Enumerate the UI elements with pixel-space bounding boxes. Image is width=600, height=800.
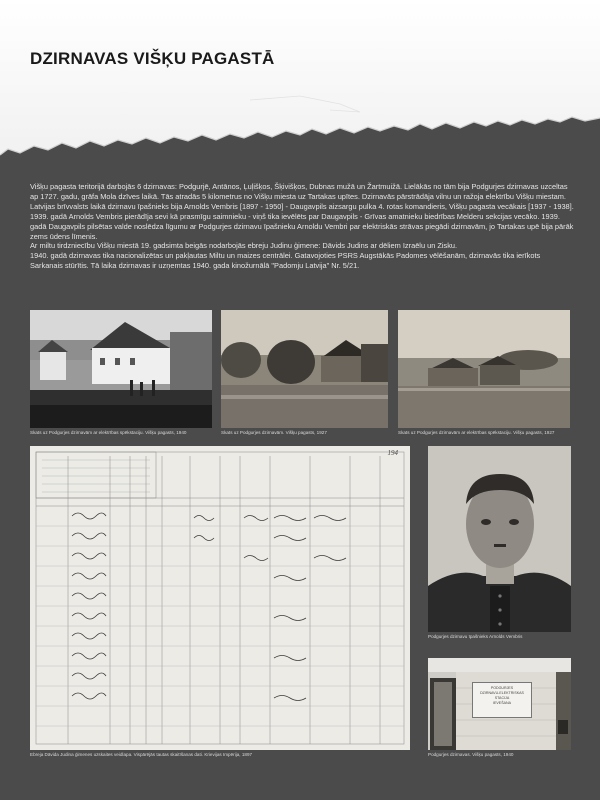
photo-mill-1927 [221, 310, 388, 428]
sign-line: PODGURJES [490, 686, 514, 690]
photo-caption: Podgurjes dzirnavas. Višķu pagasts, 1940 [428, 752, 514, 757]
photo-census-document [30, 446, 410, 750]
photo-sign [428, 658, 571, 750]
photo-caption: Podgurjes dzirnavu īpašnieks Arnolds Vembris [428, 634, 523, 639]
sign-board [472, 682, 532, 718]
page-title: DZIRNAVAS VIŠĶU PAGASTĀ [30, 49, 275, 68]
header-paper [0, 0, 600, 160]
article-text [30, 182, 575, 271]
article-paragraph: Ar miltu tirdzniecību Višķu miestā 19. gadsimta beigās nodarbojās ebreju Judinu ģimene: Dāvids Judins ar dēliem Izraēlu un Zisku. [30, 241, 458, 251]
sign-line: STACIJA [494, 696, 510, 700]
article-paragraph: 1940. gadā dzirnavas tika nacionalizētas un pakļautas Miltu un maizes centrālei. Gatavojoties PSRS Augstākās Padomes vēlēšanām, dzirnavās tika ierīkots Sarkanais stūrītis. Tā laika dzirnavas ir uzņemtas 1940. gada kinožurnālā "Padomju Latvija" Nr. 5/21. [30, 251, 541, 271]
photo-caption: Ebreja Dāvida Judina ģimenes uzskaites veidlapa. Vispārējās tautas skaitīšanas dati. Krievijas Impērija, 1897 [30, 752, 253, 757]
article-paragraph: Višķu pagasta teritorijā darbojās 6 dzirnavas: Podgurjē, Antānos, Ļuļišķos, Šķivišķos, Dubnas mužā un Žartmuižā. Lielākās no tām bija Podgurjes dzirnavas uzceltas ap 1727. gadu, grāfa Mola dzīves laikā. Tās atradās 5 kilometrus no Višķu miesta uz Tartakas upītes. Dzirnavās pārstrādāja vilnu un ražoja elektrību Višķu miestam. Latvijas brīvvalsts laikā dzirnavu īpašnieks bija Arnolds Vembris [1897 - 1950] - Daugavpils aizsargu pulka 4. rotas komandieris, Višķu pagasta vecākais [1937 - 1938]. 1939. gadā Arnolds Vembris pierādīja sevi kā prasmīgu saimnieku - viņš tika ievēlēts par Daugavpils - Grīvas amatnieku biedrības Melderu sekcijas vecāko. 1939. gadā Daugavpils pilsētas valde noslēdza līgumu ar Podgurjes dzirnavu īpašnieku Arnoldu Vembri par elektriskās strāvas piegādi dzirnavām, jo Tartakas upē bija pārāk zems ūdens līmenis. [30, 182, 574, 241]
photo-mill-station-1927 [398, 310, 570, 428]
photo-caption: Skats uz Podgurjes dzirnavām ar elektrības spēkstaciju. Višķu pagasts, 1927 [398, 430, 555, 435]
sign-line: DZIRNAVU-ELEKTRISKAS [480, 691, 524, 695]
photo-portrait [428, 446, 571, 632]
photo-mill-1940 [30, 310, 212, 428]
photo-caption: Skats uz Podgurjes dzirnavām. Višķu pagasts, 1927 [221, 430, 327, 435]
sign-line: IEVEŠANA [493, 701, 511, 705]
document-page-number: 194 [387, 449, 398, 457]
photo-caption: Skats uz Podgurjes dzirnavām ar elektrības spēkstaciju. Višķu pagasts, 1940 [30, 430, 187, 435]
